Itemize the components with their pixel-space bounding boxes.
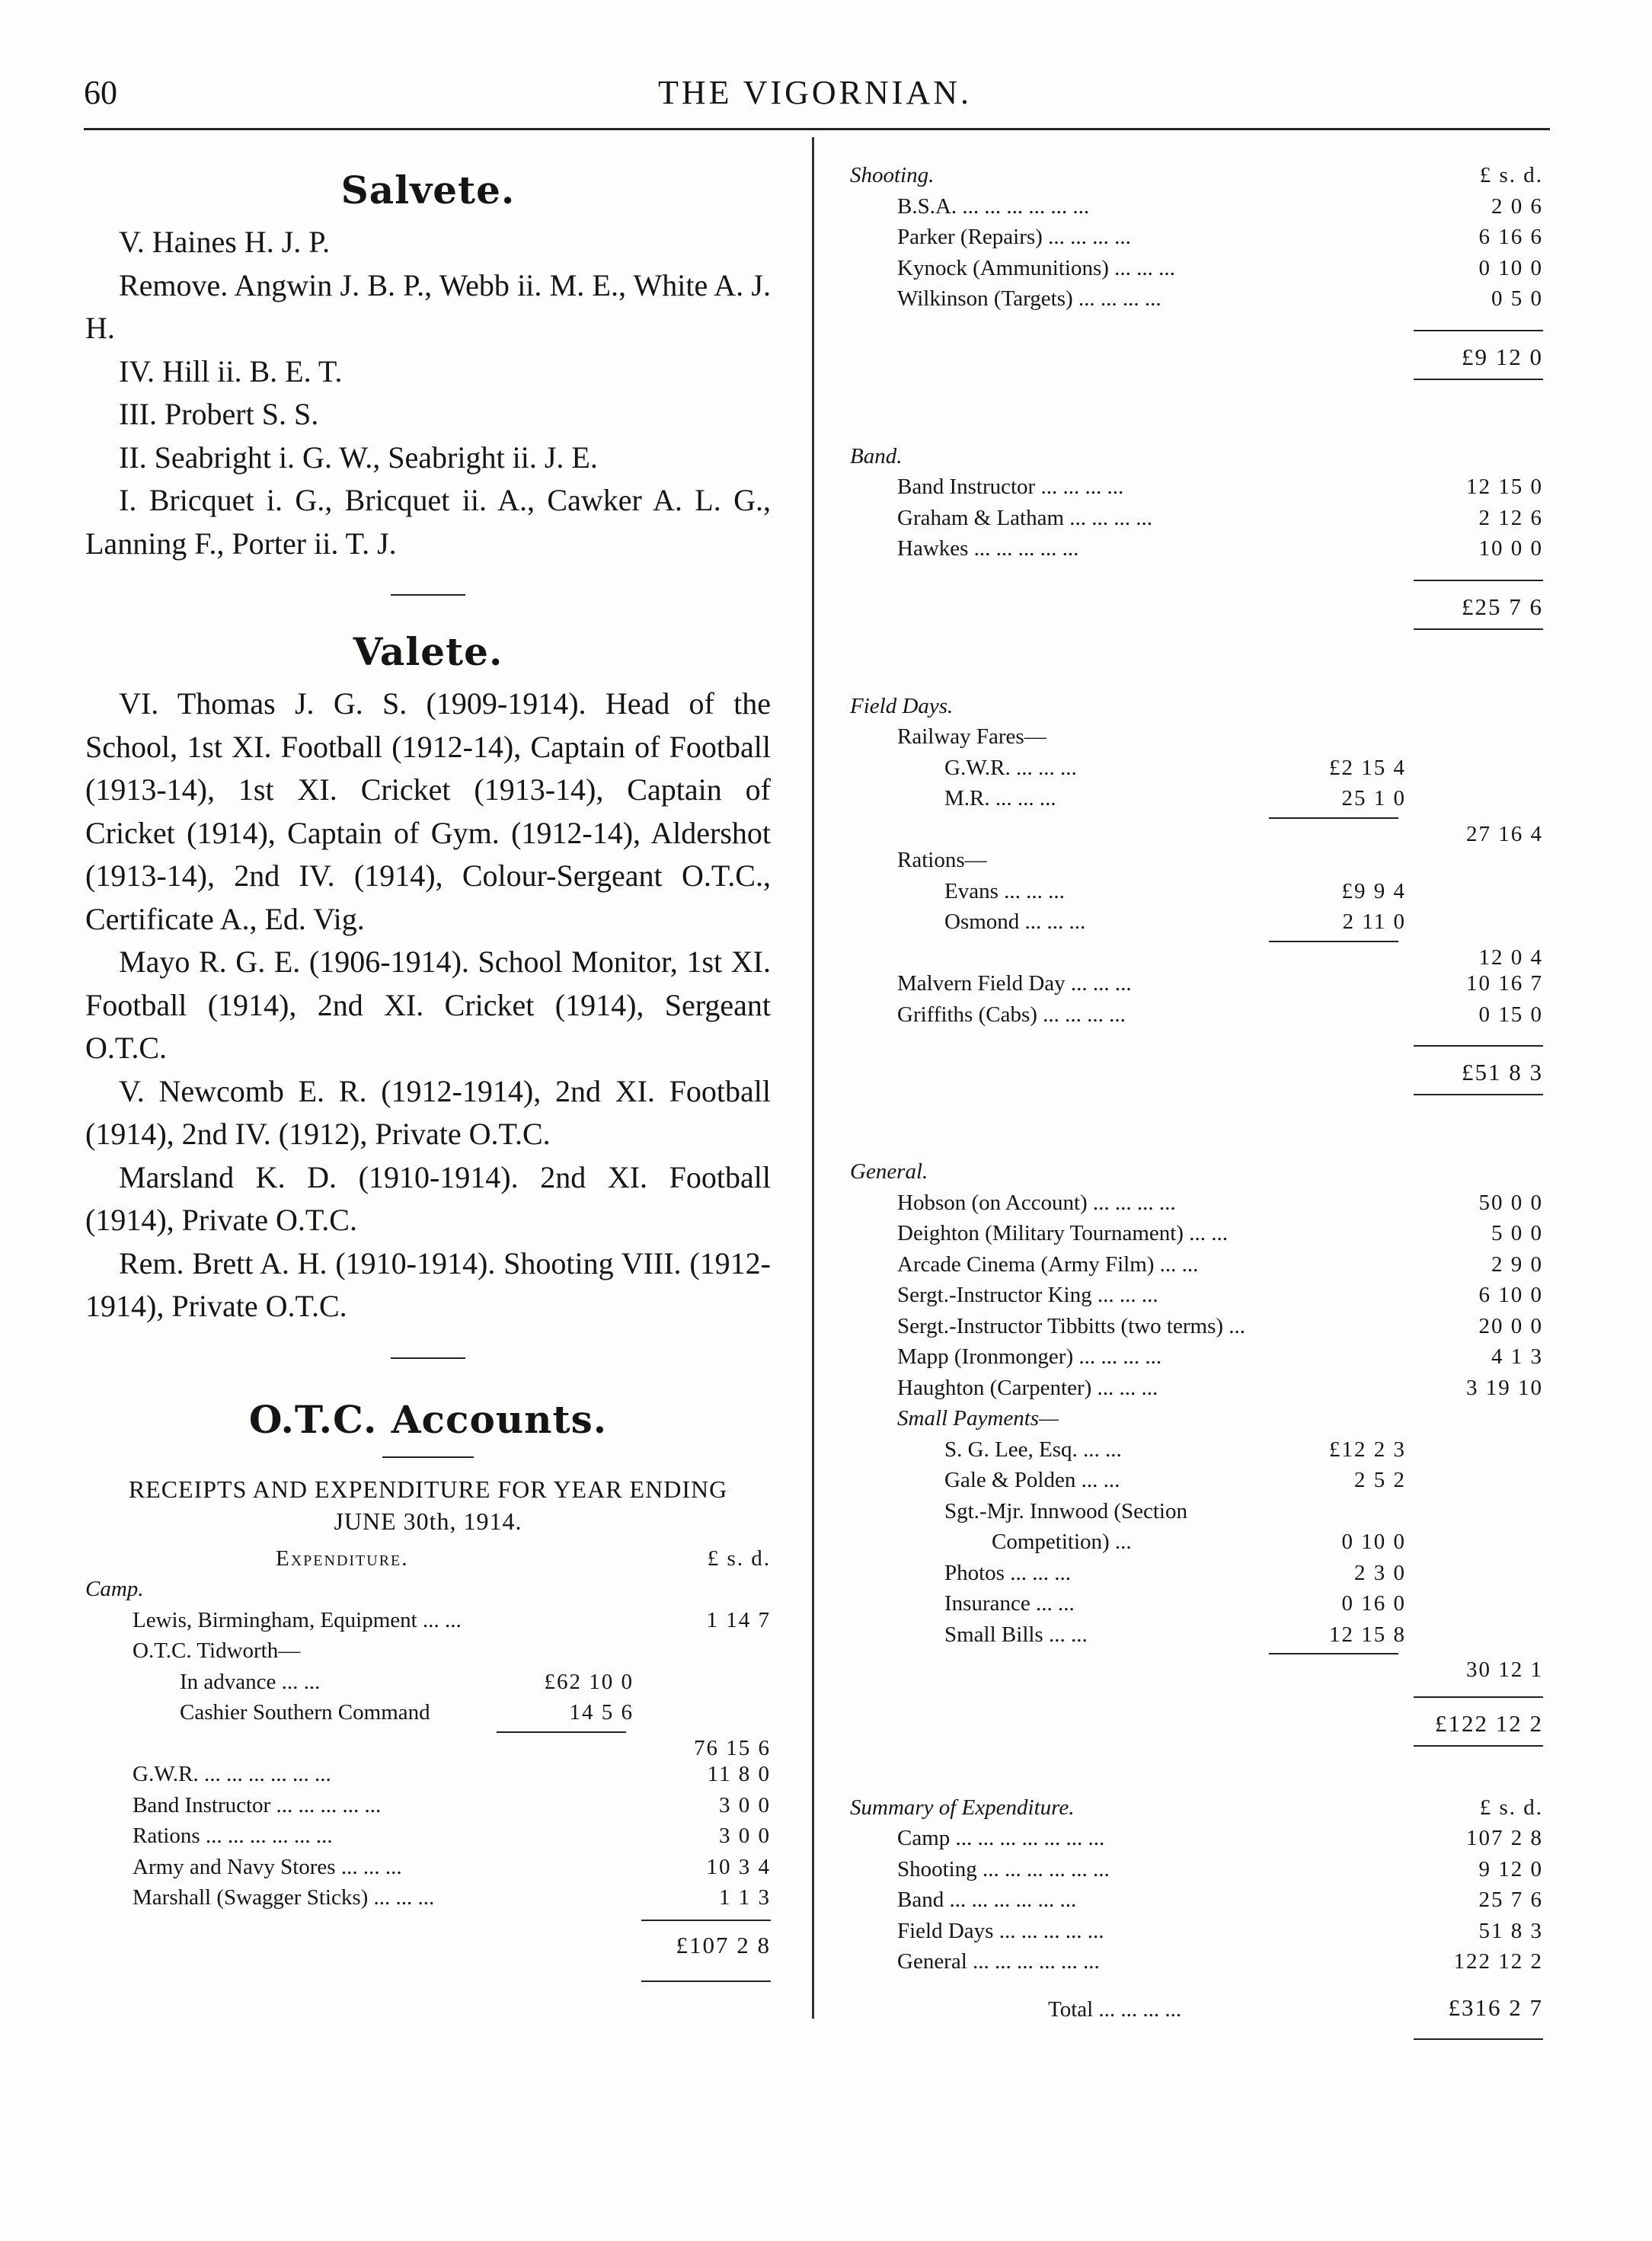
ledger-row [850,1496,1543,1527]
ledger-row [850,1739,1543,1792]
ledger-row [850,1249,1543,1280]
subtotal-rule [1269,1653,1398,1654]
valete-entry: Marsland K. D. (1910-1914). 2nd XI. Football (1914), Private O.T.C. [85,1159,771,1237]
currency-column-heading: £ s. d. [1479,1795,1543,1820]
ledger-label: Army and Navy Stores ... ... ... [133,1854,402,1879]
ledger-label: Marshall (Swagger Sticks) ... ... ... [133,1885,435,1910]
salvete-line: V. Haines H. J. P. [119,225,331,259]
ledger-row [850,1434,1543,1466]
ledger-label: Evans ... ... ... [944,878,1065,903]
valete-entry: Rem. Brett A. H. (1910-1914). Shooting VIII. (1912-1914), Private O.T.C. [85,1245,771,1323]
ledger-row [850,1588,1543,1619]
ledger-row [850,503,1543,534]
ledger-label: Kynock (Ammunitions) ... ... ... [897,255,1175,280]
ledger-row [850,1465,1543,1496]
ledger-label: Osmond ... ... ... [944,910,1086,934]
ledger-label: G.W.R. ... ... ... [944,755,1077,780]
ledger-amount: 25 7 6 [1478,1888,1543,1912]
ledger-row [850,1527,1543,1558]
total-rule [1414,580,1543,581]
ledger-label: Hawkes ... ... ... ... ... [897,536,1079,561]
ledger-row [850,441,1543,472]
ledger-label: General ... ... ... ... ... ... [897,1949,1100,1974]
camp-title-row [85,1574,771,1605]
ledger-label: Sergt.-Instructor King ... ... ... [897,1283,1158,1307]
band-title: Band. [850,443,903,468]
salvete-line: IV. Hill ii. B. E. T. [119,353,343,388]
ledger-row [850,1885,1543,1916]
ledger-label: Griffiths (Cabs) ... ... ... ... [897,1002,1126,1027]
ledger-label: Graham & Latham ... ... ... ... [897,505,1153,530]
ledger-row [850,1916,1543,1947]
ledger-sub-amount: 14 5 6 [569,1700,634,1725]
ledger-amount: 6 16 6 [1478,225,1543,249]
double-rule [1414,379,1543,380]
ledger-row [85,1728,771,1760]
ledger-amount: 5 0 0 [1491,1221,1543,1245]
ledger-label: Lewis, Birmingham, Equipment ... ... [133,1607,462,1632]
ledger-sub-amount: 12 15 8 [1329,1622,1406,1647]
ledger-amount: 122 12 2 [1453,1949,1543,1974]
ledger-row [850,533,1543,564]
camp-title: Camp. [85,1577,144,1601]
ledger-sub-amount: 2 11 0 [1342,910,1406,934]
ledger-label: Railway Fares— [897,724,1046,749]
ledger-label: Band ... ... ... ... ... ... [897,1888,1077,1912]
summary-total-label: Total ... ... ... ... [1048,1996,1182,2022]
currency-column-heading: £ s. d. [707,1546,771,1571]
salvete-line: Remove. Angwin J. B. P., Webb ii. M. E., White A. J. H. [85,267,771,345]
ledger-label: Field Days ... ... ... ... ... [897,1918,1104,1943]
ledger-row [850,814,1543,846]
left-column [85,160,771,1990]
ledger-row [85,1959,771,1990]
ledger-amount: 10 3 4 [706,1854,771,1879]
ledger-row [850,622,1543,691]
ledger-row [850,372,1543,441]
ledger-total-row [850,1681,1543,1739]
ledger-row [850,906,1543,938]
ledger-row [850,1188,1543,1219]
ledger-label: Rations— [897,848,987,872]
general-total: £122 12 2 [1435,1709,1543,1737]
ledger-row [85,1821,771,1852]
ledger-row [850,1823,1543,1854]
ledger-amount: 107 2 8 [1466,1826,1543,1850]
ledger-sub-amount: 25 1 0 [1341,786,1406,810]
ledger-label: Wilkinson (Targets) ... ... ... ... [897,286,1162,311]
ledger-label: Sgt.-Mjr. Innwood (Section [944,1498,1187,1523]
summary-title: Summary of Expenditure. [850,1795,1075,1820]
ledger-row [850,691,1543,722]
total-rule [641,1920,771,1921]
field-days-total: £51 8 3 [1462,1059,1543,1085]
salvete-heading: Salvete. [340,168,516,213]
ledger-row [85,1882,771,1913]
ledger-amount: 2 9 0 [1491,1252,1543,1277]
salvete-line: II. Seabright i. G. W., Seabright ii. J. E. [119,440,598,475]
ledger-amount: 2 12 6 [1478,505,1543,530]
ledger-label: B.S.A. ... ... ... ... ... ... [897,193,1090,219]
field-days-title: Field Days. [850,693,954,718]
double-rule [641,1980,771,1982]
ledger-sub-amount: 2 3 0 [1354,1560,1406,1585]
ledger-row [850,968,1543,999]
header-rule [84,128,1550,130]
ledger-total-row [850,564,1543,622]
column-divider [812,137,814,2019]
valete-list [85,683,771,1328]
ledger-label: Rations ... ... ... ... ... ... [133,1824,333,1848]
ledger-row [85,1635,771,1667]
ledger-row [85,1790,771,1821]
double-rule [1414,2038,1543,2040]
ledger-amount: 10 16 7 [1466,971,1543,996]
ledger-row [85,1697,771,1728]
ledger-subtotal: 30 12 1 [1466,1658,1543,1682]
receipts-line-2: JUNE 30th, 1914. [334,1507,522,1535]
section-divider [391,1357,465,1359]
ledger-row [850,1218,1543,1249]
ledger-row [850,1403,1543,1434]
ledger-subtotal: 27 16 4 [1466,821,1543,846]
summary-total: £316 2 7 [1448,1993,1543,2021]
page-number: 60 [84,74,117,111]
total-rule [1414,1696,1543,1698]
ledger-label: Hobson (on Account) ... ... ... ... [897,1190,1176,1215]
ledger-label: Photos ... ... ... [944,1560,1071,1585]
valete-entry: Mayo R. G. E. (1906-1914). School Monitor, 1st XI. Football (1914), 2nd XI. Cricket (1914), Sergeant O.T.C. [85,945,771,1065]
ledger-label: Gale & Polden ... ... [944,1468,1120,1492]
ledger-label: In advance ... ... [180,1669,321,1694]
journal-title: THE VIGORNIAN. [657,74,973,111]
ledger-amount: 2 0 6 [1491,193,1543,219]
ledger-label: Arcade Cinema (Army Film) ... ... [897,1252,1199,1277]
band-total: £25 7 6 [1462,593,1543,620]
ledger-amount: 9 12 0 [1478,1856,1543,1881]
otc-heading: O.T.C. Accounts. [248,1396,608,1442]
ledger-amount: 3 19 10 [1466,1375,1543,1400]
ledger-label: Haughton (Carpenter) ... ... ... [897,1375,1158,1400]
ledger-row [850,1156,1543,1188]
ledger-label: S. G. Lee, Esq. ... ... [944,1437,1122,1462]
ledger-row [850,999,1543,1031]
ledger-subtotal: 76 15 6 [694,1735,771,1760]
ledger-label: Small Bills ... ... [944,1622,1088,1647]
section-divider [391,594,465,596]
ledger-row [850,938,1543,969]
ledger-label: Small Payments— [897,1406,1059,1431]
ledger-sub-amount: £2 15 4 [1329,755,1406,780]
ledger-row [850,845,1543,876]
ledger-amount: 1 1 3 [719,1885,771,1910]
ledger-amount: 12 15 0 [1466,475,1543,499]
ledger-amount: 1 14 7 [706,1607,771,1632]
expenditure-header-row [85,1543,771,1574]
ledger-row [850,1088,1543,1156]
ledger-row [850,783,1543,814]
ledger-row [850,253,1543,284]
camp-total: £107 2 8 [676,1931,771,1958]
ledger-row [850,2028,1543,2059]
double-rule [1414,1745,1543,1747]
ledger-label: Malvern Field Day ... ... ... [897,971,1132,996]
ledger-row [850,1558,1543,1589]
page-header [84,73,1546,119]
ledger-label: Band Instructor ... ... ... ... ... [133,1792,382,1817]
ledger-amount: 50 0 0 [1478,1190,1543,1215]
summary-total-row [850,1977,1543,2028]
ledger-label: G.W.R. ... ... ... ... ... ... [133,1762,331,1786]
ledger-row [850,1280,1543,1311]
ledger-label: Band Instructor ... ... ... ... [897,475,1124,499]
ledger-label: Mapp (Ironmonger) ... ... ... ... [897,1344,1162,1369]
ledger-total-row [850,1030,1543,1088]
ledger-amount: 6 10 0 [1478,1283,1543,1307]
ledger-row [85,1852,771,1883]
ledger-sub-amount: £9 9 4 [1341,878,1406,903]
ledger-row [850,753,1543,784]
valete-heading: Valete. [353,629,503,674]
subtotal-rule [497,1731,626,1733]
ledger-label: O.T.C. Tidworth— [133,1638,301,1663]
valete-entry: VI. Thomas J. G. S. (1909-1914). Head of the School, 1st XI. Football (1912-14), Captain of Football (1913-14), 1st XI. Cricket (1913-14), Captain of Cricket (1914), Captain of Gym. (1912-14), Aldershot (1913-14), 2nd IV. (1914), Colour-Sergeant O.T.C., Certificate A., Ed. Vig. [85,686,771,936]
ledger-amount: 10 0 0 [1478,536,1543,561]
ledger-label: Shooting ... ... ... ... ... ... [897,1856,1110,1881]
ledger-amount: 3 0 0 [719,1792,771,1817]
ledger-label: Cashier Southern Command [180,1700,430,1725]
ledger-row [85,1605,771,1636]
ledger-sub-amount: 0 16 0 [1341,1591,1406,1616]
ledger-row [850,283,1543,315]
expenditure-heading: Expenditure. [276,1546,409,1571]
double-rule [1414,628,1543,630]
receipts-title [85,1473,771,1537]
ledger-label: Sergt.-Instructor Tibbitts (two terms) ... [897,1313,1246,1338]
ledger-amount: 20 0 0 [1478,1313,1543,1338]
total-rule [1414,1045,1543,1047]
ledger-row [85,1667,771,1698]
camp-accounts [85,1543,771,1990]
ledger-row [850,721,1543,753]
ledger-amount: 0 15 0 [1478,1002,1543,1027]
ledger-label: Camp ... ... ... ... ... ... ... [897,1826,1105,1850]
ledger-amount: 11 8 0 [707,1762,771,1786]
ledger-row [850,1650,1543,1681]
ledger-label: Deighton (Military Tournament) ... ... [897,1221,1228,1245]
ledger-total-row [85,1913,771,1959]
shooting-title: Shooting. [850,163,935,187]
otc-heading-rule [382,1456,474,1458]
ledger-amount: 51 8 3 [1478,1918,1543,1943]
subtotal-rule [1269,941,1398,942]
ledger-row [850,160,1543,191]
total-rule [1414,330,1543,331]
ledger-sub-amount: 0 10 0 [1341,1530,1406,1554]
salvete-line: III. Probert S. S. [119,397,319,431]
general-title: General. [850,1159,928,1184]
ledger-amount: 0 5 0 [1491,286,1543,311]
salvete-line: I. Bricquet i. G., Bricquet ii. A., Cawker A. L. G., Lanning F., Porter ii. T. J. [85,483,771,561]
currency-column-heading: £ s. d. [1479,163,1543,187]
valete-entry: V. Newcomb E. R. (1912-1914), 2nd XI. Football (1914), 2nd IV. (1912), Private O.T.C. [85,1073,771,1151]
ledger-row [850,1946,1543,1977]
ledger-label: Insurance ... ... [944,1591,1075,1616]
ledger-total-row [850,315,1543,372]
ledger-label: Parker (Repairs) ... ... ... ... [897,225,1131,249]
ledger-row [850,1373,1543,1404]
receipts-line-1: RECEIPTS AND EXPENDITURE FOR YEAR ENDING [128,1475,728,1503]
shooting-total: £9 12 0 [1462,343,1543,370]
ledger-amount: 3 0 0 [719,1824,771,1848]
subtotal-rule [1269,817,1398,819]
ledger-row [850,876,1543,907]
ledger-sub-amount: £12 2 3 [1329,1437,1406,1462]
ledger-amount: 0 10 0 [1478,255,1543,280]
ledger-sub-amount: 2 5 2 [1354,1468,1406,1492]
ledger-row [850,472,1543,503]
salvete-list [85,221,771,565]
ledger-row [850,1619,1543,1651]
ledger-sub-amount: £62 10 0 [544,1669,634,1694]
ledger-row [850,191,1543,222]
ledger-subtotal: 12 0 4 [1478,945,1543,970]
double-rule [1414,1094,1543,1095]
ledger-row [850,1341,1543,1373]
ledger-row [850,222,1543,253]
ledger-row [850,1854,1543,1885]
ledger-label: M.R. ... ... ... [944,786,1056,810]
ledger-row [850,1311,1543,1342]
ledger-amount: 4 1 3 [1491,1344,1543,1369]
ledger-label: Competition) ... [992,1530,1132,1554]
ledger-row [850,1792,1543,1824]
right-column [850,160,1543,2058]
ledger-row [85,1759,771,1790]
